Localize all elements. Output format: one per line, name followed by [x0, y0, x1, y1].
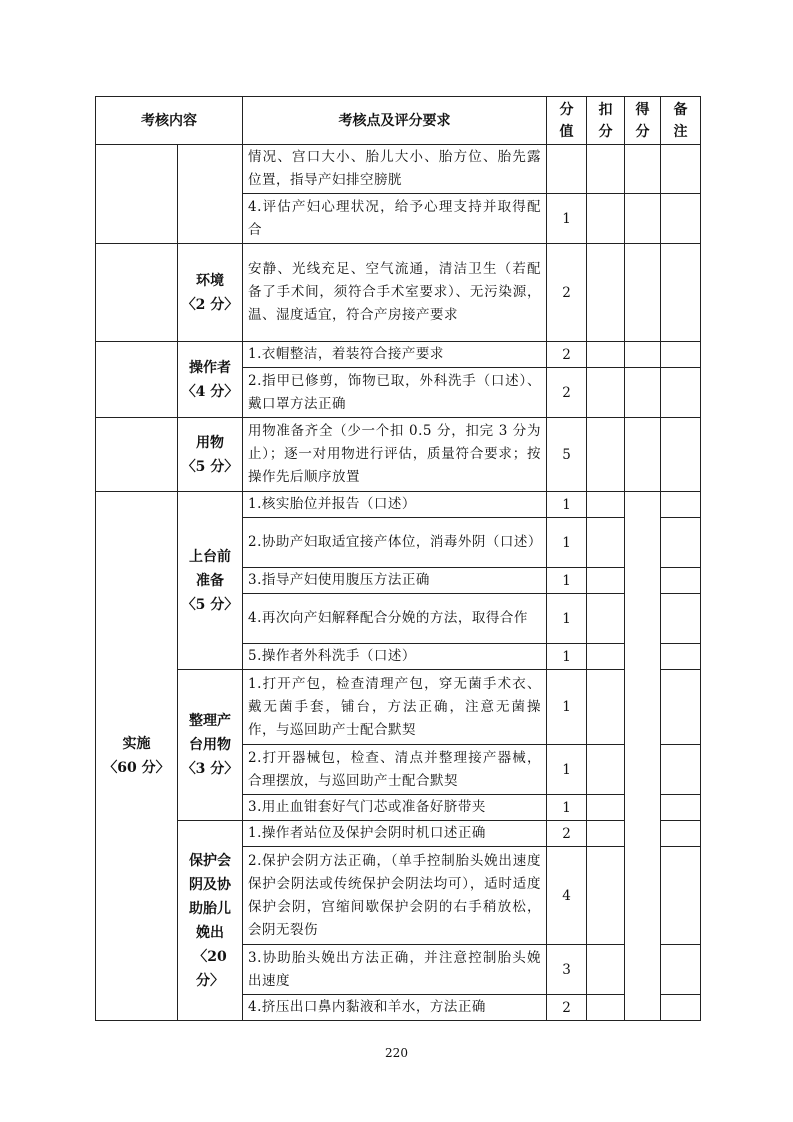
note-cell [661, 244, 701, 342]
prep-cont-main-cell [96, 145, 178, 244]
requirement-text: 3.协助胎头娩出方法正确，并注意控制胎头娩出速度 [243, 945, 547, 995]
header-deduct: 扣 分 [587, 97, 625, 145]
deduct-cell [587, 418, 625, 492]
note-cell [661, 594, 701, 644]
prep-main-cell [96, 244, 178, 342]
obtained-cell [625, 342, 661, 368]
deduct-cell [587, 244, 625, 342]
obtained-cell [625, 244, 661, 342]
table-row [96, 244, 701, 342]
score-value: 1 [547, 194, 587, 244]
score-value: 5 [547, 418, 587, 492]
note-cell [661, 745, 701, 795]
requirement-text: 3.用止血钳套好气门芯或准备好脐带夹 [243, 795, 547, 821]
deduct-cell [587, 492, 625, 518]
scoring-table [95, 96, 701, 1021]
score-value: 1 [547, 492, 587, 518]
deduct-cell [587, 145, 625, 194]
page-number: 220 [385, 1046, 408, 1060]
deduct-cell [587, 568, 625, 594]
note-cell [661, 145, 701, 194]
requirement-text: 1.衣帽整洁，着装符合接产要求 [243, 342, 547, 368]
score-value: 2 [547, 368, 587, 418]
requirement-text: 安静、光线充足、空气流通，清洁卫生（若配备了手术间，须符合手术室要求）、无污染源，温、湿度适宜，符合产房接产要求 [243, 244, 547, 342]
deduct-cell [587, 368, 625, 418]
deduct-cell [587, 795, 625, 821]
deduct-cell [587, 342, 625, 368]
score-value: 1 [547, 518, 587, 568]
requirement-text: 情况、宫口大小、胎儿大小、胎方位、胎先露位置，指导产妇排空膀胱 [243, 145, 547, 194]
header-score-value: 分 值 [547, 97, 587, 145]
requirement-text: 5.操作者外科洗手（口述） [243, 644, 547, 670]
header-row [96, 97, 701, 145]
category-protect-perineum: 保护会 阴及协 助胎儿 娩出 〈20 分〉 [178, 821, 243, 1021]
category-organize: 整理产 台用物 〈3 分〉 [178, 670, 243, 821]
requirement-text: 2.保护会阴方法正确，（单手控制胎头娩出速度保护会阴法或传统保护会阴法均可），适时适度保护会阴，宫缩间歇保护会阴的右手稍放松，会阴无裂伤 [243, 847, 547, 945]
category-pre-table: 上台前 准备 〈5 分〉 [178, 492, 243, 670]
table-row [96, 342, 701, 368]
category-environment: 环境 〈2 分〉 [178, 244, 243, 342]
requirement-text: 3.指导产妇使用腹压方法正确 [243, 568, 547, 594]
prep-main-cell [96, 342, 178, 418]
deduct-cell [587, 847, 625, 945]
note-cell [661, 492, 701, 518]
header-content: 考核内容 [96, 97, 243, 145]
requirement-text: 1.核实胎位并报告（口述） [243, 492, 547, 518]
note-cell [661, 821, 701, 847]
prep-cont-sub-cell [178, 145, 243, 244]
note-cell [661, 670, 701, 745]
deduct-cell [587, 995, 625, 1021]
note-cell [661, 847, 701, 945]
table-row [96, 821, 701, 847]
note-cell [661, 644, 701, 670]
requirement-text: 4.再次向产妇解释配合分娩的方法，取得合作 [243, 594, 547, 644]
deduct-cell [587, 745, 625, 795]
requirement-text: 2.指甲已修剪，饰物已取，外科洗手（口述）、戴口罩方法正确 [243, 368, 547, 418]
deduct-cell [587, 821, 625, 847]
note-cell [661, 418, 701, 492]
score-value: 3 [547, 945, 587, 995]
requirement-text: 2.打开器械包，检查、清点并整理接产器械，合理摆放，与巡回助产士配合默契 [243, 745, 547, 795]
obtained-cell [625, 368, 661, 418]
score-value: 1 [547, 594, 587, 644]
note-cell [661, 945, 701, 995]
header-requirements: 考核点及评分要求 [243, 97, 547, 145]
note-cell [661, 518, 701, 568]
obtained-cell [625, 492, 661, 1021]
table-row [96, 670, 701, 745]
score-value: 2 [547, 995, 587, 1021]
note-cell [661, 368, 701, 418]
score-value: 4 [547, 847, 587, 945]
score-value [547, 145, 587, 194]
deduct-cell [587, 945, 625, 995]
deduct-cell [587, 670, 625, 745]
score-value: 1 [547, 670, 587, 745]
table-row [96, 418, 701, 492]
note-cell [661, 194, 701, 244]
requirement-text: 1.打开产包，检查清理产包，穿无菌手术衣、戴无菌手套，铺台，方法正确，注意无菌操作，与巡回助产士配合默契 [243, 670, 547, 745]
table-row [96, 145, 701, 194]
requirement-text: 2.协助产妇取适宜接产体位，消毒外阴（口述） [243, 518, 547, 568]
table-row [96, 492, 701, 518]
score-value: 1 [547, 644, 587, 670]
score-value: 1 [547, 568, 587, 594]
deduct-cell [587, 644, 625, 670]
category-operator: 操作者 〈4 分〉 [178, 342, 243, 418]
note-cell [661, 568, 701, 594]
deduct-cell [587, 194, 625, 244]
score-value: 1 [547, 745, 587, 795]
requirement-text: 1.操作者站位及保护会阴时机口述正确 [243, 821, 547, 847]
score-value: 2 [547, 244, 587, 342]
score-value: 1 [547, 795, 587, 821]
note-cell [661, 795, 701, 821]
header-obtained: 得 分 [625, 97, 661, 145]
obtained-cell [625, 418, 661, 492]
deduct-cell [587, 594, 625, 644]
category-supplies: 用物 〈5 分〉 [178, 418, 243, 492]
obtained-cell [625, 145, 661, 194]
category-implementation: 实施 〈60 分〉 [96, 492, 178, 1021]
requirement-text: 4.挤压出口鼻内黏液和羊水，方法正确 [243, 995, 547, 1021]
requirement-text: 用物准备齐全（少一个扣 0.5 分，扣完 3 分为止）；逐一对用物进行评估，质量符合要求；按操作先后顺序放置 [243, 418, 547, 492]
score-value: 2 [547, 821, 587, 847]
prep-main-cell [96, 418, 178, 492]
obtained-cell [625, 194, 661, 244]
score-value: 2 [547, 342, 587, 368]
note-cell [661, 995, 701, 1021]
header-note: 备 注 [661, 97, 701, 145]
deduct-cell [587, 518, 625, 568]
requirement-text: 4.评估产妇心理状况，给予心理支持并取得配合 [243, 194, 547, 244]
note-cell [661, 342, 701, 368]
